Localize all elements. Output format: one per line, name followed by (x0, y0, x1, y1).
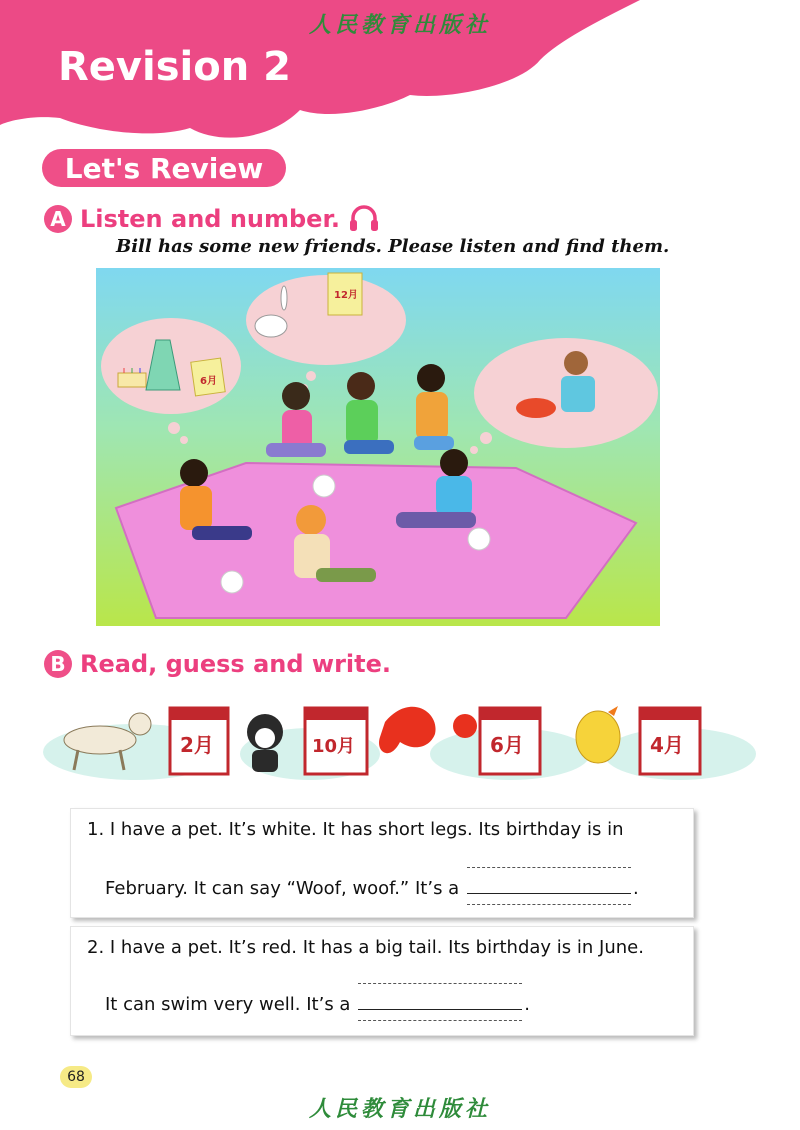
exercise-1-line-1: 1. I have a pet. It’s white. It has short legs. Its birthday is in (87, 819, 624, 840)
exercise-1-box (70, 808, 694, 918)
section-a-letter: A (44, 205, 72, 233)
exercise-2-line-2 (105, 991, 530, 1015)
bubble-12-month: 12月 (334, 290, 358, 301)
calendar-2: 10月 (312, 736, 356, 757)
section-b-title: Read, guess and write. (80, 650, 391, 678)
animals-calendars-strip (40, 692, 760, 782)
exercise-2-box (70, 926, 694, 1036)
exercise-2-prompt: It can swim very well. It’s a (105, 994, 351, 1015)
publisher-header: 人民教育出版社 (308, 12, 491, 38)
section-a-heading (44, 204, 380, 234)
calendar-3: 6月 (490, 733, 524, 757)
publisher-footer: 人民教育出版社 (308, 1096, 491, 1122)
page-number: 68 (60, 1066, 92, 1088)
section-b-heading (44, 650, 391, 678)
exercise-1-line-2 (105, 875, 639, 899)
headphones-icon[interactable] (348, 204, 380, 234)
section-a-title: Listen and number. (80, 205, 340, 233)
exercise-1-prompt: February. It can say “Woof, woof.” It’s a (105, 878, 460, 899)
lets-review-label: Let's Review (42, 149, 286, 187)
exercise-2-line-1: 2. I have a pet. It’s red. It has a big tail. Its birthday is in June. (87, 937, 644, 958)
calendar-1: 2月 (180, 733, 214, 757)
calendar-4: 4月 (650, 733, 684, 757)
exercise-1-answer-blank[interactable] (467, 875, 631, 894)
friends-picnic-illustration (96, 268, 660, 626)
page-title: Revision 2 (58, 44, 291, 90)
section-b-letter: B (44, 650, 72, 678)
exercise-1-period: . (632, 878, 639, 899)
section-a-instruction: Bill has some new friends. Please listen and find them. (116, 236, 670, 257)
exercise-2-answer-blank[interactable] (358, 991, 522, 1010)
exercise-2-period: . (524, 994, 530, 1015)
bubble-6-month: 6月 (200, 376, 217, 387)
